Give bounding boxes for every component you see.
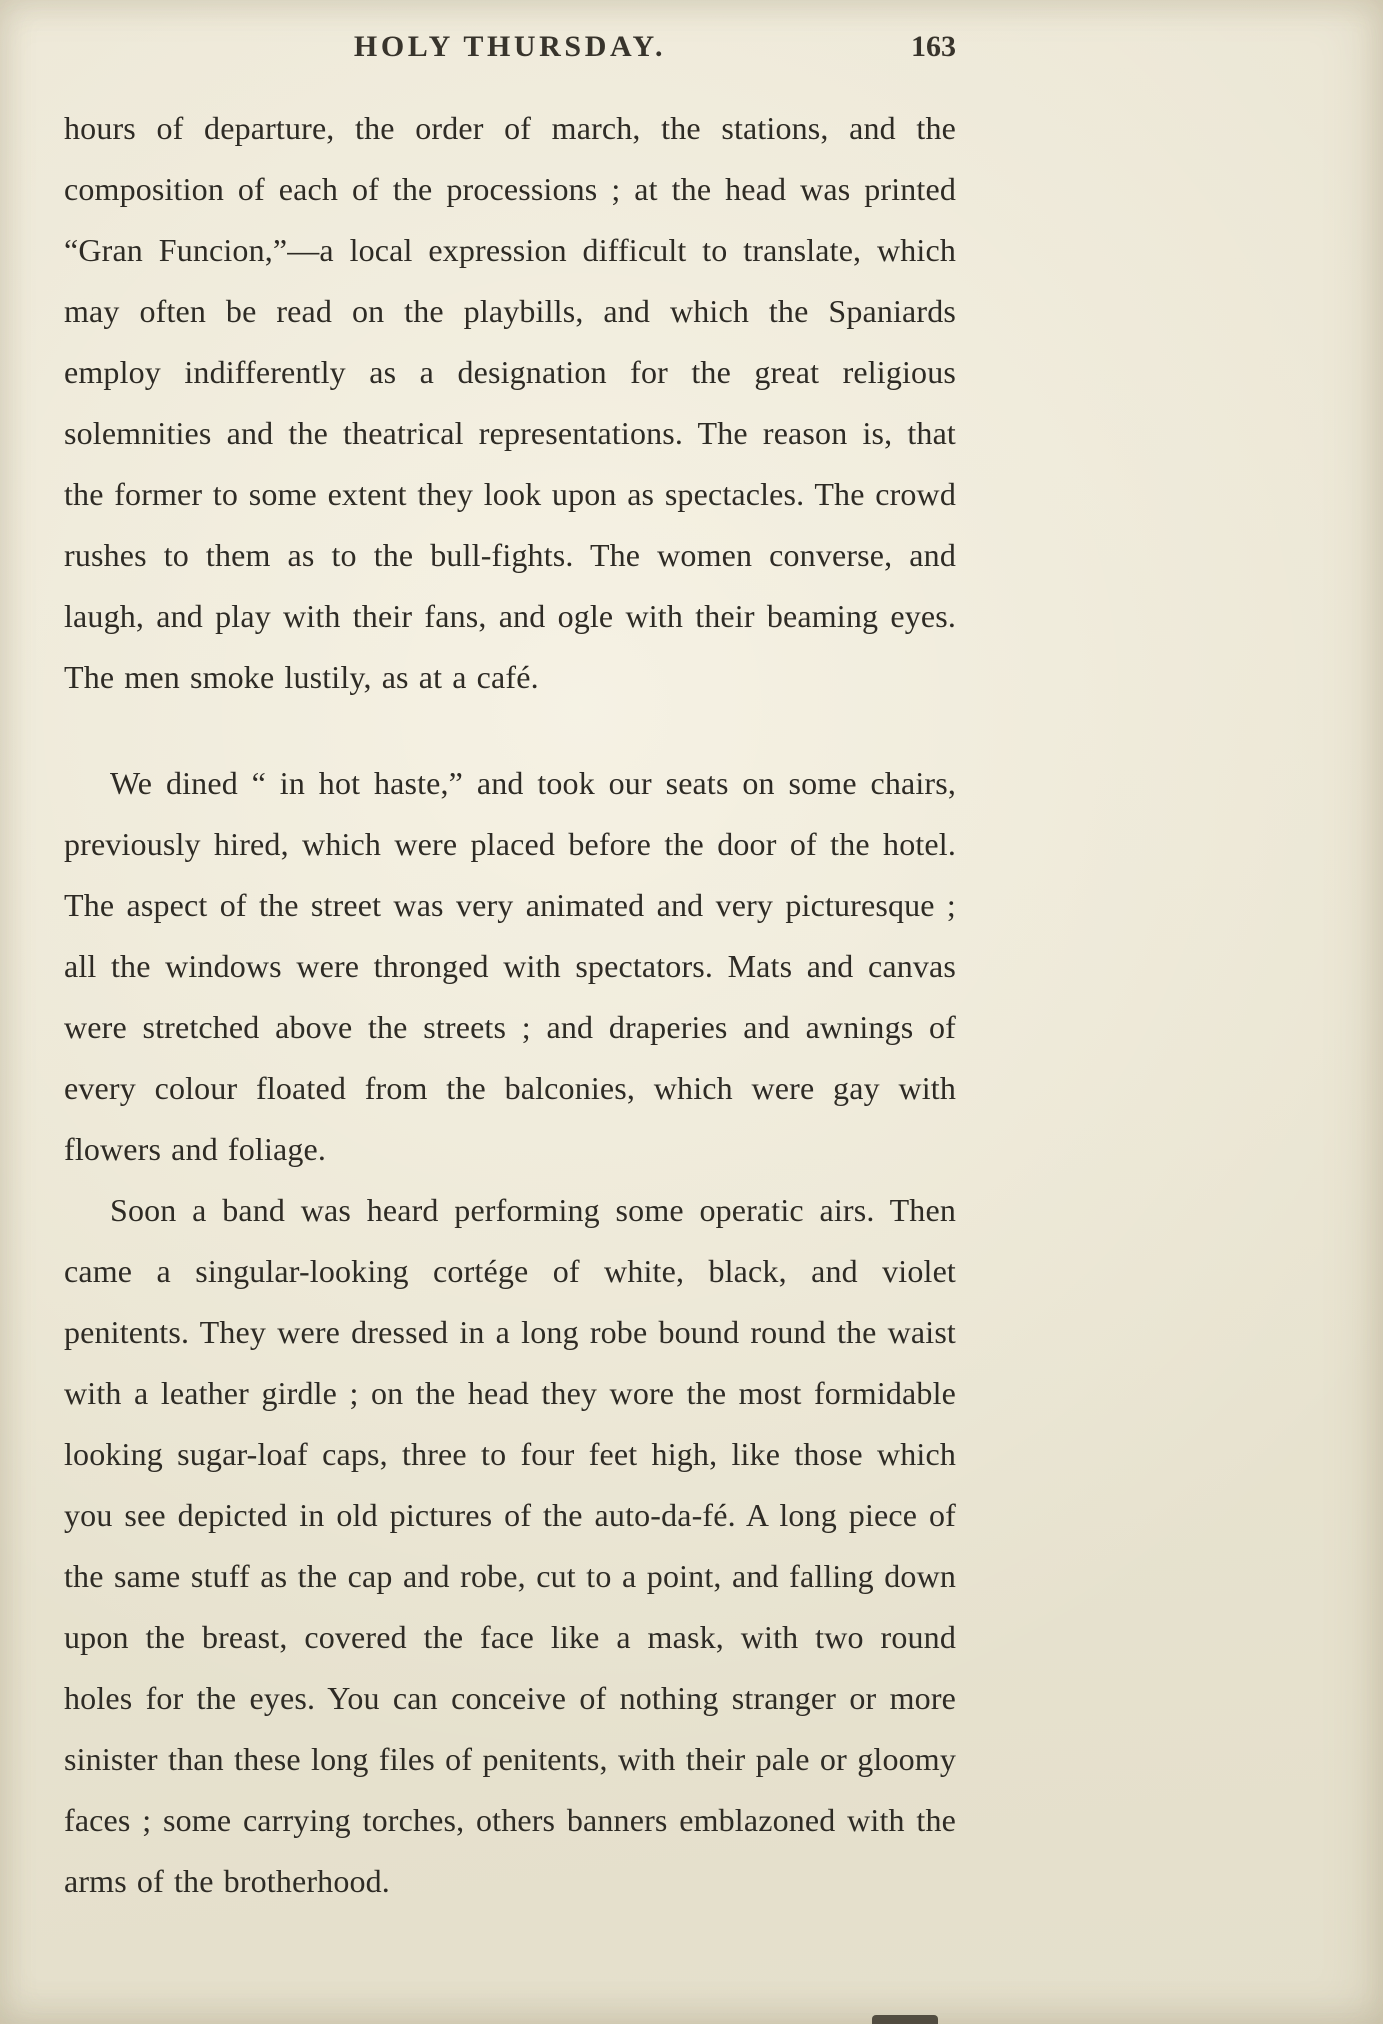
paragraph: We dined “ in hot haste,” and took our seats on some chairs, previously hired, which were placed before the door of the hotel. The aspect of the street was very animated and very picturesque ; all the windows were thronged with spectators. Mats and canvas were stretched above the streets ; and draperies and awnings of every colour floated from the balconies, which were gay with flowers and foliage. (64, 765, 956, 1167)
paragraph: Soon a band was heard performing some operatic airs. Then came a singular-looking cortége of white, black, and violet penitents. They were dressed in a long robe bound round the waist with a leather girdle ; on the head they wore the most formidable looking sugar-loaf caps, three to four feet high, like those which you see depicted in old pictures of the auto-da-fé. A long piece of the same stuff as the cap and robe, cut to a point, and falling down upon the breast, covered the face like a mask, with two round holes for the eyes. You can conceive of nothing stranger or more sinister than these long files of penitents, with their pale or gloomy faces ; some carrying torches, others banners emblazoned with the arms of the brotherhood. (64, 1192, 956, 1899)
paragraph: hours of departure, the order of march, the stations, and the composition of each of the processions ; at the head was printed “Gran Funcion,”—a local expression difficult to translate, which may often be read on the playbills, and which the Spaniards employ indifferently as a designation for the great religious solemnities and the theatrical representations. The reason is, that the former to some extent they look upon as spectacles. The crowd rushes to them as to the bull-fights. The women converse, and laugh, and play with their fans, and ogle with their beaming eyes. The men smoke lustily, as at a café. (64, 110, 956, 695)
scan-edge-artifact (872, 2015, 938, 2024)
page-header (64, 30, 956, 74)
running-title: HOLY THURSDAY. (353, 30, 667, 63)
text-block (64, 30, 956, 1912)
page-number: 163 (911, 30, 956, 63)
